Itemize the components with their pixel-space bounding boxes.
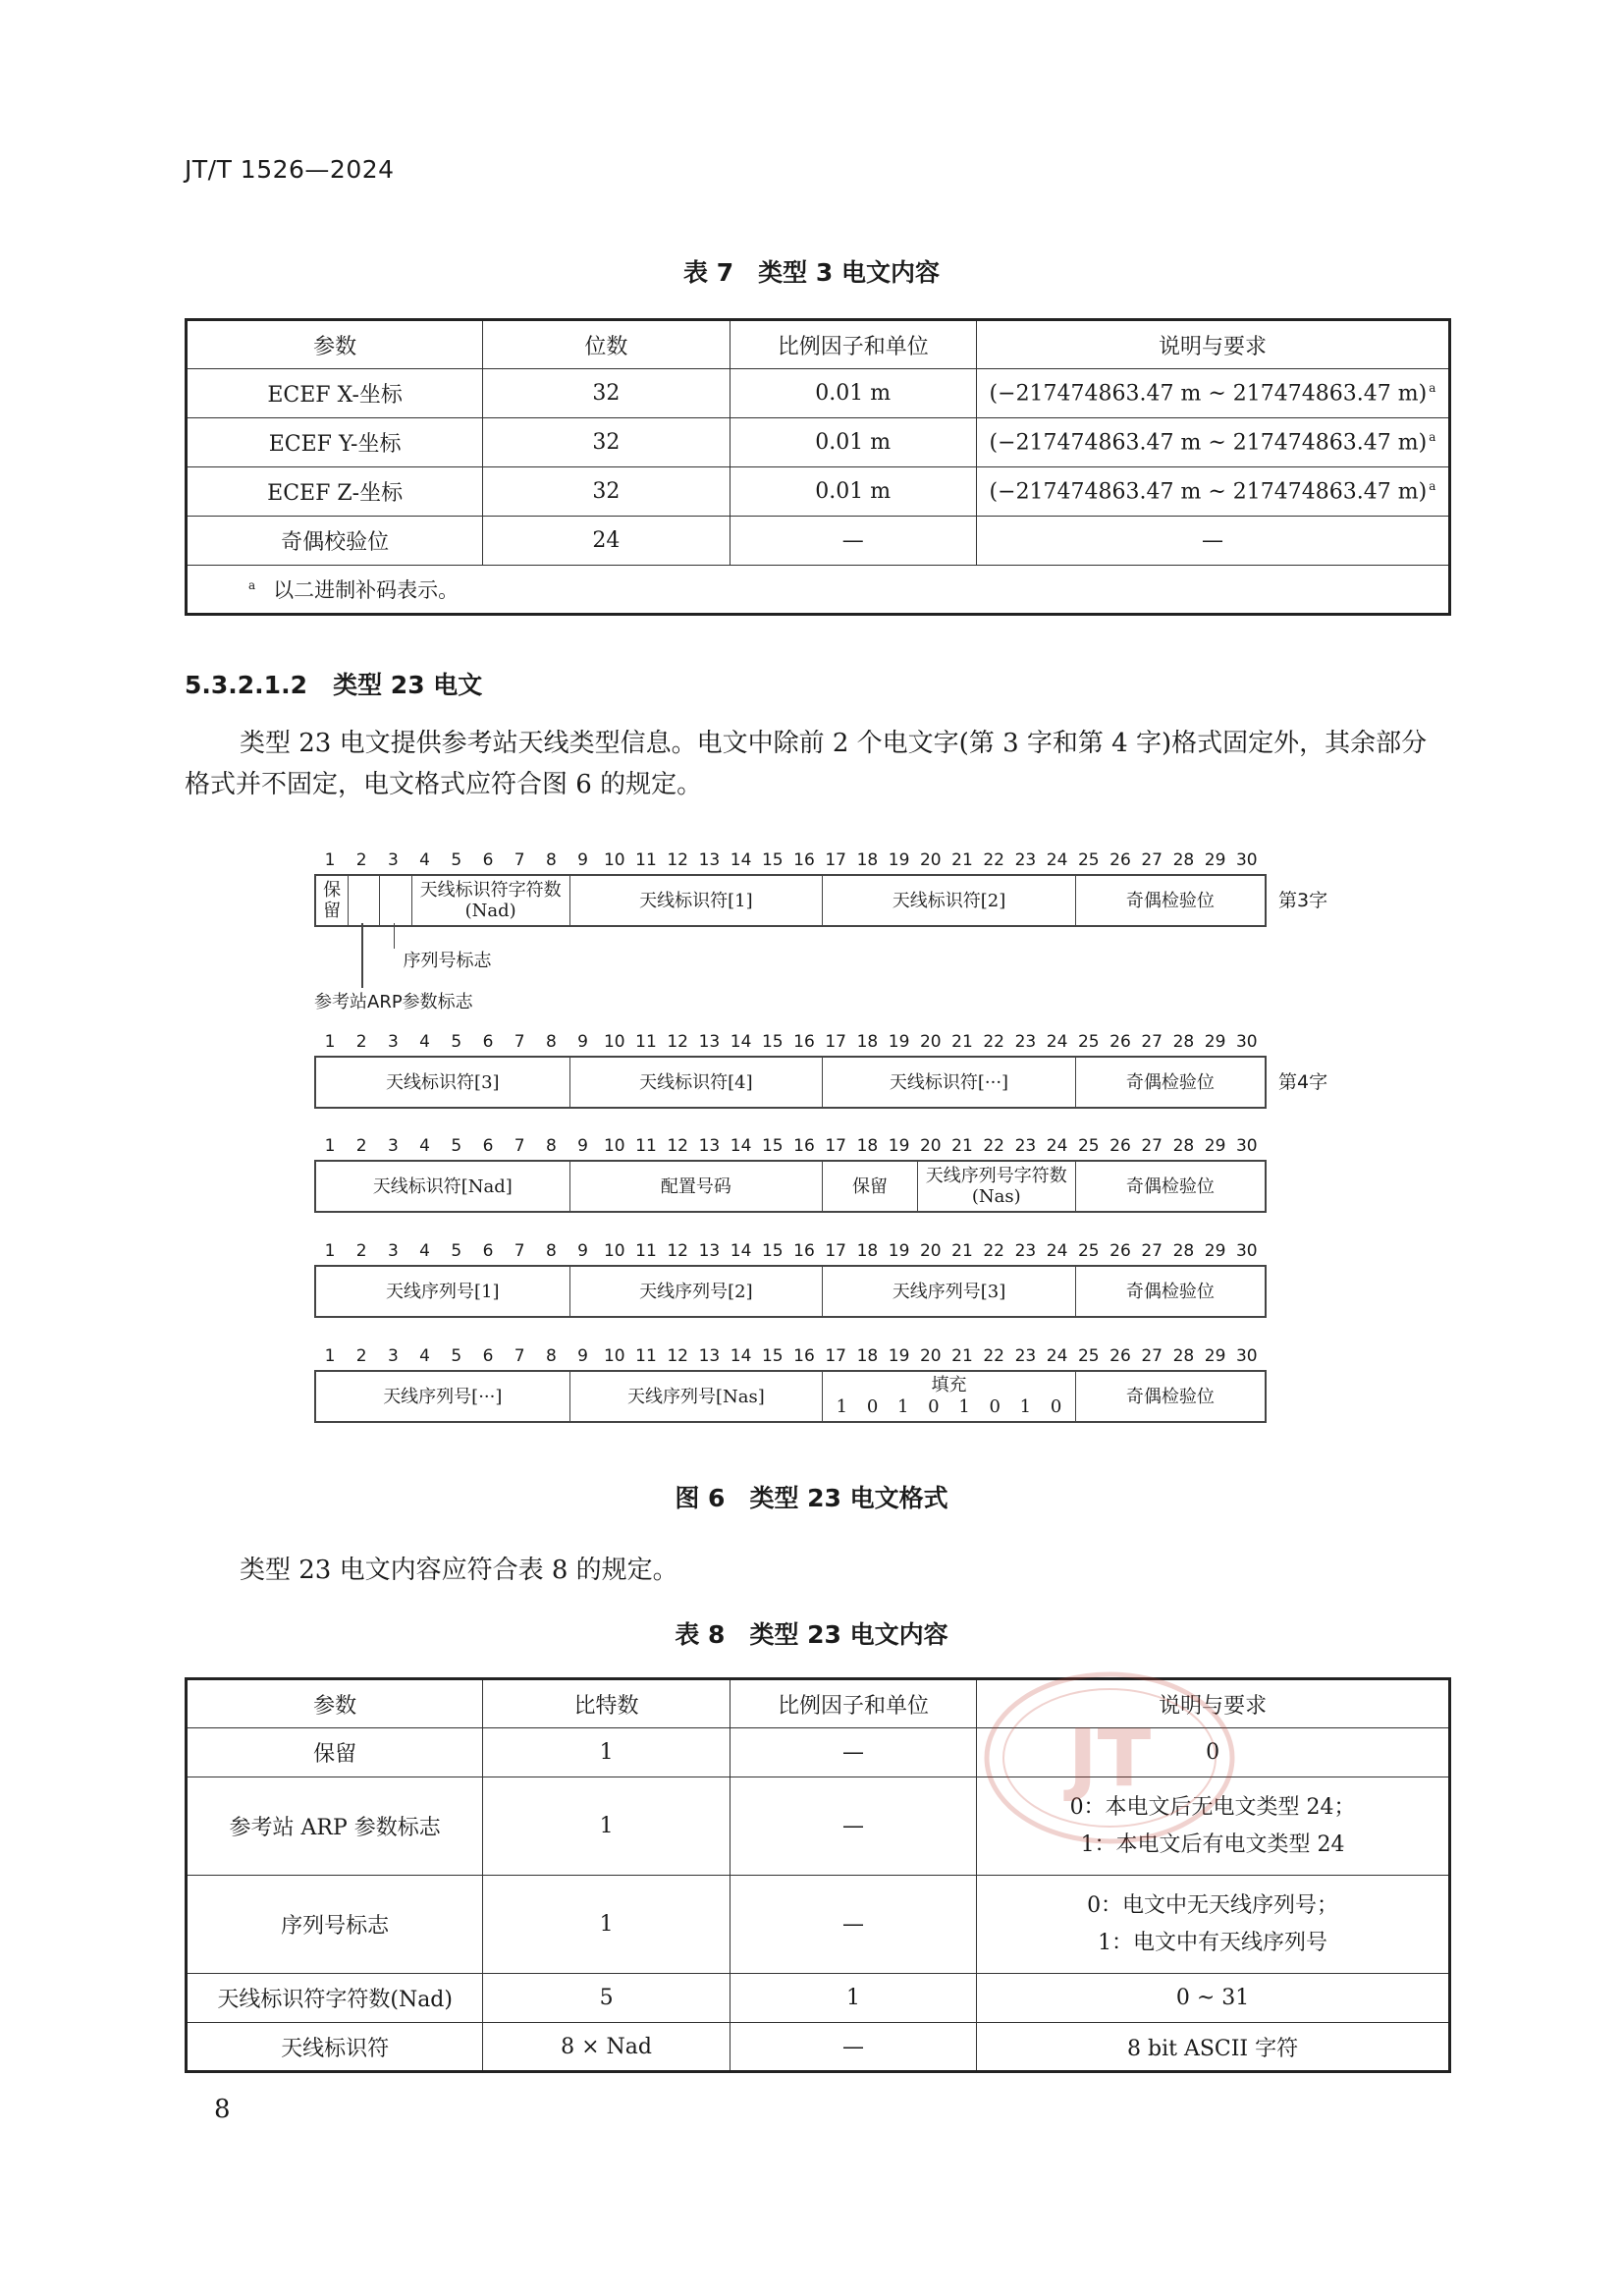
bit-number: 16 xyxy=(793,1136,815,1156)
bit-number: 12 xyxy=(667,1346,688,1366)
bit-number: 17 xyxy=(825,1346,846,1366)
table-cell xyxy=(976,418,1449,467)
bit-number: 22 xyxy=(983,1032,1004,1052)
bit-number: 24 xyxy=(1046,1032,1068,1052)
bit-number: 3 xyxy=(387,850,399,870)
bit-number: 5 xyxy=(451,1241,462,1261)
bit-field: 保留 xyxy=(822,1162,917,1211)
bit-field: 天线序列号[2] xyxy=(569,1267,823,1316)
jt-stamp-watermark xyxy=(982,1669,1237,1846)
message-word xyxy=(314,1160,1267,1213)
bit-number: 25 xyxy=(1077,1346,1100,1366)
bit-number: 10 xyxy=(603,1241,625,1261)
bit-number: 1 xyxy=(324,1136,336,1156)
bit-number: 27 xyxy=(1141,1241,1163,1261)
fill-label: 填充 xyxy=(931,1375,967,1395)
bit-field xyxy=(822,1372,1075,1421)
bit-number: 19 xyxy=(888,1346,910,1366)
table7-header: 参数 xyxy=(187,320,483,369)
table-cell: 8 bit ASCII 字符 xyxy=(977,2023,1450,2072)
bit-number: 4 xyxy=(419,850,430,870)
table8-header: 说明与要求 xyxy=(977,1679,1450,1728)
fill-bits: 1 0 1 0 1 0 1 0 xyxy=(836,1396,1062,1417)
bit-number: 17 xyxy=(825,1032,846,1052)
bit-field: 天线标识符[Nad] xyxy=(372,1175,513,1197)
table7 xyxy=(185,318,1451,616)
bit-number: 23 xyxy=(1014,1346,1037,1366)
bit-number: 1 xyxy=(324,1241,336,1261)
bit-number: 28 xyxy=(1172,1241,1195,1261)
bit-field: 天线序列号[3] xyxy=(822,1267,1075,1316)
bit-number: 4 xyxy=(419,1241,430,1261)
footnote-mark: a xyxy=(1429,478,1436,493)
figure6-caption: 图 6 类型 23 电文格式 xyxy=(675,1484,948,1512)
bit-field: 奇偶检验位 xyxy=(1075,1267,1265,1316)
bit-number: 6 xyxy=(482,1032,494,1052)
table-cell: 保留 xyxy=(187,1728,483,1777)
bit-number: 3 xyxy=(387,1346,399,1366)
bit-number: 19 xyxy=(888,1241,910,1261)
bit-number: 29 xyxy=(1204,850,1226,870)
table8-header: 比特数 xyxy=(483,1679,730,1728)
bit-number: 21 xyxy=(951,1136,973,1156)
bit-number: 24 xyxy=(1046,850,1068,870)
bit-number: 21 xyxy=(951,850,973,870)
table-row xyxy=(187,517,1450,566)
bit-number: 25 xyxy=(1077,850,1100,870)
bit-field: 天线标识符[2] xyxy=(822,876,1075,925)
bit-number: 19 xyxy=(888,850,910,870)
table-cell: 0 ~ 31 xyxy=(977,1974,1450,2023)
table-row xyxy=(187,467,1450,517)
table-cell: 0.01 m xyxy=(730,418,976,467)
bit-number: 20 xyxy=(919,850,942,870)
table-cell xyxy=(976,369,1449,418)
table-row xyxy=(187,1876,1450,1974)
table-cell: 参考站 ARP 参数标志 xyxy=(187,1777,483,1876)
paragraph: 类型 23 电文提供参考站天线类型信息。电文中除前 2 个电文字(第 3 字和第 4 字)格式固定外，其余部分格式并不固定，电文格式应符合图 6 的规定。 xyxy=(185,729,1428,799)
page-number: 8 xyxy=(214,2095,231,2124)
bit-number: 24 xyxy=(1046,1241,1068,1261)
bit-number: 11 xyxy=(635,850,657,870)
bit-number: 28 xyxy=(1172,850,1195,870)
bit-number: 9 xyxy=(577,1346,588,1366)
bit-number: 2 xyxy=(355,1241,367,1261)
bit-number: 2 xyxy=(355,1136,367,1156)
table-cell xyxy=(976,467,1449,517)
bit-number: 26 xyxy=(1109,1241,1131,1261)
table-cell: 序列号标志 xyxy=(187,1876,483,1974)
table-cell: 天线标识符字符数(Nad) xyxy=(187,1974,483,2023)
bit-number: 30 xyxy=(1235,1032,1258,1052)
table8 xyxy=(185,1677,1451,2073)
bit-number: 8 xyxy=(545,1346,557,1366)
bit-number: 7 xyxy=(514,850,525,870)
table-cell: 1 xyxy=(483,1876,730,1974)
bit-number: 11 xyxy=(635,1136,657,1156)
table-cell: 0：本电文后无电文类型 24； 1：本电文后有电文类型 24 xyxy=(977,1777,1450,1876)
table-cell: — xyxy=(730,1728,976,1777)
bit-number: 18 xyxy=(856,850,879,870)
bit-number: 30 xyxy=(1235,850,1258,870)
table7-footnote xyxy=(187,566,1450,615)
message-word xyxy=(314,1370,1267,1423)
bit-field xyxy=(348,876,379,925)
bit-number: 21 xyxy=(951,1241,973,1261)
bit-field: 天线序列号[···] xyxy=(383,1386,503,1407)
bit-number: 14 xyxy=(730,1346,752,1366)
bit-number: 15 xyxy=(761,1241,784,1261)
bit-field: 天线序列号字符数(Nas) xyxy=(917,1162,1075,1211)
bit-number: 8 xyxy=(545,1241,557,1261)
bit-number: 2 xyxy=(355,1346,367,1366)
table7-header: 位数 xyxy=(483,320,730,369)
paragraph: 类型 23 电文内容应符合表 8 的规定。 xyxy=(240,1556,678,1585)
table-cell: — xyxy=(730,2023,976,2072)
bit-number: 5 xyxy=(451,1032,462,1052)
bit-number: 10 xyxy=(603,1032,625,1052)
table-cell: 0 xyxy=(977,1728,1450,1777)
bit-field: 天线标识符[3] xyxy=(386,1071,500,1093)
range-text: (−217474863.47 m ~ 217474863.47 m) xyxy=(989,479,1428,505)
bit-number: 3 xyxy=(387,1032,399,1052)
bit-number: 7 xyxy=(514,1136,525,1156)
section-number: 5.3.2.1.2 xyxy=(185,671,307,699)
bit-number: 6 xyxy=(482,850,494,870)
bit-number: 21 xyxy=(951,1346,973,1366)
message-word xyxy=(314,1265,1267,1318)
bit-number: 25 xyxy=(1077,1241,1100,1261)
word-label: 第3字 xyxy=(1278,890,1328,911)
bit-number: 25 xyxy=(1077,1032,1100,1052)
bit-number: 30 xyxy=(1235,1241,1258,1261)
bit-field: 天线标识符[···] xyxy=(822,1058,1075,1107)
bit-number: 17 xyxy=(825,850,846,870)
table-row xyxy=(187,1728,1450,1777)
footnote-mark: a xyxy=(1429,429,1436,444)
table-row xyxy=(187,1974,1450,2023)
bit-number: 6 xyxy=(482,1346,494,1366)
bit-number: 18 xyxy=(856,1136,879,1156)
table-cell: 1 xyxy=(730,1974,976,2023)
bit-number: 14 xyxy=(730,1136,752,1156)
bit-number: 9 xyxy=(577,1241,588,1261)
bit-field: 奇偶检验位 xyxy=(1075,876,1265,925)
bit-number: 20 xyxy=(919,1136,942,1156)
bit-number: 26 xyxy=(1109,1346,1131,1366)
bit-number: 14 xyxy=(730,1241,752,1261)
bit-number: 13 xyxy=(698,1032,721,1052)
bit-field: 天线序列号[1] xyxy=(386,1281,500,1302)
section-heading xyxy=(185,666,482,701)
bit-number: 15 xyxy=(761,1136,784,1156)
serial-flag-annotation: 序列号标志 xyxy=(403,951,492,971)
bit-number: 23 xyxy=(1014,1032,1037,1052)
bit-number: 11 xyxy=(635,1032,657,1052)
table-cell: 8 × Nad xyxy=(483,2023,730,2072)
bit-number: 21 xyxy=(951,1032,973,1052)
table-cell: 32 xyxy=(483,369,730,418)
table-cell: 0.01 m xyxy=(730,369,976,418)
bit-number: 29 xyxy=(1204,1241,1226,1261)
bit-number: 28 xyxy=(1172,1346,1195,1366)
table-cell: 0：电文中无天线序列号； 1：电文中有天线序列号 xyxy=(977,1876,1450,1974)
bit-number: 15 xyxy=(761,1346,784,1366)
table-cell: 5 xyxy=(483,1974,730,2023)
bit-number: 22 xyxy=(983,1346,1004,1366)
bit-field: 保留 xyxy=(323,880,342,921)
table-row xyxy=(187,418,1450,467)
table-row xyxy=(187,2023,1450,2072)
arp-flag-annotation: 参考站ARP参数标志 xyxy=(314,992,473,1012)
range-text: (−217474863.47 m ~ 217474863.47 m) xyxy=(989,430,1428,456)
bit-number: 27 xyxy=(1141,1136,1163,1156)
bit-number: 5 xyxy=(451,850,462,870)
bit-number: 12 xyxy=(667,1241,688,1261)
table-row xyxy=(187,369,1450,418)
bit-field: 天线序列号[Nas] xyxy=(569,1372,823,1421)
table-cell: — xyxy=(730,1777,976,1876)
bit-number: 23 xyxy=(1014,1136,1037,1156)
bit-field: 天线标识符[4] xyxy=(569,1058,823,1107)
bit-number: 16 xyxy=(793,850,815,870)
bit-number: 13 xyxy=(698,1241,721,1261)
table7-header: 说明与要求 xyxy=(976,320,1449,369)
word-label: 第4字 xyxy=(1278,1071,1328,1093)
message-word xyxy=(314,874,1267,927)
table-cell: 奇偶校验位 xyxy=(187,517,483,566)
message-word xyxy=(314,1056,1267,1109)
bit-field: 天线标识符[1] xyxy=(569,876,823,925)
leader-line xyxy=(394,923,396,949)
table-cell: 0.01 m xyxy=(730,467,976,517)
stamp-text: JT xyxy=(1067,1713,1152,1804)
bit-number: 17 xyxy=(825,1136,846,1156)
bit-number: 23 xyxy=(1014,850,1037,870)
bit-number: 4 xyxy=(419,1136,430,1156)
table-cell: 32 xyxy=(483,467,730,517)
bit-number: 7 xyxy=(514,1241,525,1261)
bit-number: 22 xyxy=(983,1241,1004,1261)
table-cell: ECEF Z-坐标 xyxy=(187,467,483,517)
bit-number: 20 xyxy=(919,1241,942,1261)
bit-number: 1 xyxy=(324,1032,336,1052)
table7-header: 比例因子和单位 xyxy=(730,320,976,369)
table-cell: — xyxy=(730,1876,976,1974)
bit-number: 23 xyxy=(1014,1241,1037,1261)
table8-caption: 表 8 类型 23 电文内容 xyxy=(675,1620,948,1649)
bit-number: 9 xyxy=(577,1136,588,1156)
bit-number: 29 xyxy=(1204,1136,1226,1156)
document-id: JT/T 1526—2024 xyxy=(185,155,395,184)
table-cell: 天线标识符 xyxy=(187,2023,483,2072)
bit-field: 奇偶检验位 xyxy=(1075,1162,1265,1211)
bit-number: 27 xyxy=(1141,1346,1163,1366)
bit-number: 20 xyxy=(919,1346,942,1366)
bit-field xyxy=(379,876,410,925)
table-cell: 32 xyxy=(483,418,730,467)
footnote-text: 以二进制补码表示。 xyxy=(273,578,460,602)
bit-number: 19 xyxy=(888,1032,910,1052)
bit-number: 24 xyxy=(1046,1346,1068,1366)
bit-number: 26 xyxy=(1109,850,1131,870)
bit-number: 29 xyxy=(1204,1032,1226,1052)
bit-number: 28 xyxy=(1172,1136,1195,1156)
table-cell: — xyxy=(976,517,1449,566)
bit-number: 15 xyxy=(761,850,784,870)
bit-number: 1 xyxy=(324,850,336,870)
bit-field: 奇偶检验位 xyxy=(1075,1372,1265,1421)
bit-number: 4 xyxy=(419,1032,430,1052)
bit-number: 12 xyxy=(667,850,688,870)
bit-number: 16 xyxy=(793,1032,815,1052)
bit-number: 27 xyxy=(1141,1032,1163,1052)
bit-number: 27 xyxy=(1141,850,1163,870)
bit-number: 9 xyxy=(577,1032,588,1052)
bit-field: 奇偶检验位 xyxy=(1075,1058,1265,1107)
bit-number: 8 xyxy=(545,1136,557,1156)
bit-number: 18 xyxy=(856,1241,879,1261)
bit-number: 15 xyxy=(761,1032,784,1052)
bit-number: 26 xyxy=(1109,1032,1131,1052)
table-cell: — xyxy=(730,517,976,566)
range-text: (−217474863.47 m ~ 217474863.47 m) xyxy=(989,381,1428,407)
bit-number: 29 xyxy=(1204,1346,1226,1366)
table7-caption: 表 7 类型 3 电文内容 xyxy=(683,258,940,287)
bit-number: 22 xyxy=(983,850,1004,870)
table-cell: 1 xyxy=(483,1728,730,1777)
table-cell: ECEF Y-坐标 xyxy=(187,418,483,467)
bit-number: 12 xyxy=(667,1136,688,1156)
bit-number: 13 xyxy=(698,1346,721,1366)
bit-number: 18 xyxy=(856,1032,879,1052)
bit-number: 10 xyxy=(603,1136,625,1156)
bit-number: 8 xyxy=(545,850,557,870)
bit-number: 17 xyxy=(825,1241,846,1261)
bit-number: 24 xyxy=(1046,1136,1068,1156)
bit-number: 11 xyxy=(635,1346,657,1366)
table-cell: 1 xyxy=(483,1777,730,1876)
footnote-mark: a xyxy=(1429,380,1436,395)
bit-number: 13 xyxy=(698,1136,721,1156)
bit-number: 2 xyxy=(355,1032,367,1052)
table8-header: 参数 xyxy=(187,1679,483,1728)
bit-number: 13 xyxy=(698,850,721,870)
bit-number: 19 xyxy=(888,1136,910,1156)
bit-number: 3 xyxy=(387,1241,399,1261)
bit-number: 5 xyxy=(451,1346,462,1366)
bit-number: 25 xyxy=(1077,1136,1100,1156)
bit-number: 11 xyxy=(635,1241,657,1261)
bit-number: 5 xyxy=(451,1136,462,1156)
bit-number: 20 xyxy=(919,1032,942,1052)
bit-number: 7 xyxy=(514,1032,525,1052)
bit-number: 9 xyxy=(577,850,588,870)
bit-number: 3 xyxy=(387,1136,399,1156)
bit-number: 4 xyxy=(419,1346,430,1366)
bit-number: 6 xyxy=(482,1136,494,1156)
bit-number: 22 xyxy=(983,1136,1004,1156)
bit-number: 30 xyxy=(1235,1136,1258,1156)
bit-number: 26 xyxy=(1109,1136,1131,1156)
bit-number: 16 xyxy=(793,1346,815,1366)
bit-number: 7 xyxy=(514,1346,525,1366)
table-row xyxy=(187,1777,1450,1876)
footnote-mark: a xyxy=(248,578,256,592)
bit-number: 8 xyxy=(545,1032,557,1052)
table-cell: 24 xyxy=(483,517,730,566)
bit-number: 12 xyxy=(667,1032,688,1052)
bit-number: 10 xyxy=(603,1346,625,1366)
bit-number: 14 xyxy=(730,850,752,870)
leader-line xyxy=(361,923,363,988)
bit-number: 28 xyxy=(1172,1032,1195,1052)
bit-number: 10 xyxy=(603,850,625,870)
bit-field: 配置号码 xyxy=(569,1162,823,1211)
table-cell: ECEF X-坐标 xyxy=(187,369,483,418)
bit-field: 天线标识符字符数(Nad) xyxy=(411,876,569,925)
bit-number: 14 xyxy=(730,1032,752,1052)
bit-number: 2 xyxy=(355,850,367,870)
section-title: 类型 23 电文 xyxy=(333,671,483,699)
bit-number: 6 xyxy=(482,1241,494,1261)
bit-number: 1 xyxy=(324,1346,336,1366)
bit-number: 30 xyxy=(1235,1346,1258,1366)
bit-number: 16 xyxy=(793,1241,815,1261)
bit-number: 18 xyxy=(856,1346,879,1366)
table8-header: 比例因子和单位 xyxy=(730,1679,976,1728)
